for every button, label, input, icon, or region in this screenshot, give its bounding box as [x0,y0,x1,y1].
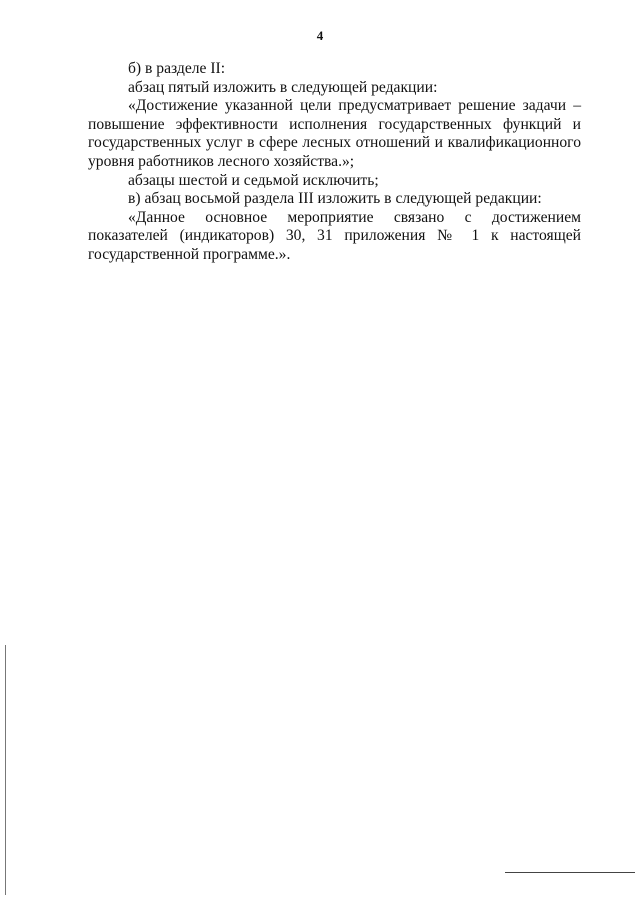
paragraph-section-ii-heading: б) в разделе II: [128,60,226,77]
paragraph-goal-quote: «Достижение указанной цели предусматривает решение задачи – повышение эффективности исполнения государственных функций и государственных услуг в сфере лесных отношений и квалификационного уровня работников лесного хозяйства.»; [88,97,581,170]
paragraph-indicators-quote: «Данное основное мероприятие связано с достижением показателей (индикаторов) 30, 31 приложения № 1 к настоящей государственной программе.». [88,208,581,263]
paragraph-fifth-clause-intro: абзац пятый изложить в следующей редакции: [128,78,438,96]
paragraph-exclusion: абзацы шестой и седьмой исключить; [128,171,379,189]
scan-bottom-line [505,872,635,873]
document-body [88,60,581,265]
page-number: 4 [316,28,324,43]
paragraph-section-iii-intro: в) абзац восьмой раздела III изложить в следующей редакции: [128,190,542,208]
scan-edge-line [5,645,6,895]
